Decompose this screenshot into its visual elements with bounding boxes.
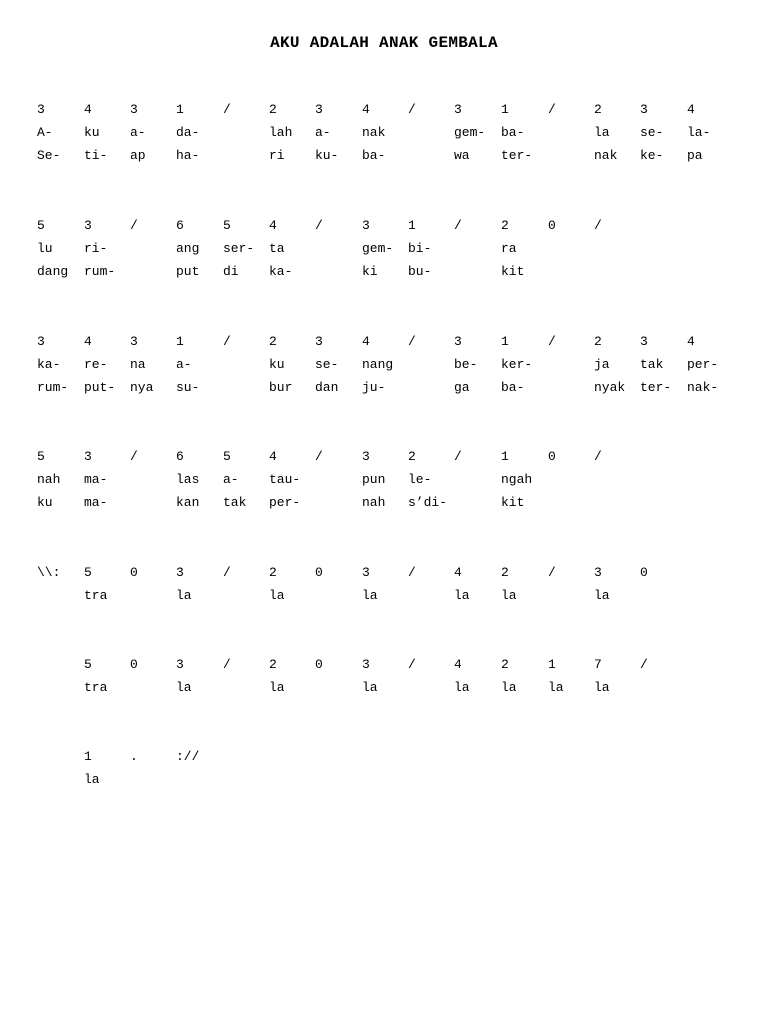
lyric-syllable: rum- [84, 264, 116, 279]
note-token: 3 [130, 334, 138, 349]
lyric-syllable: ki [362, 264, 378, 279]
lyric-syllable: ba- [501, 380, 525, 395]
lyric-syllable: na [130, 357, 146, 372]
note-token: / [454, 218, 462, 233]
notation-number-line [0, 448, 768, 466]
note-token: 0 [548, 218, 556, 233]
lyric-syllable: a- [315, 125, 331, 140]
lyric-syllable: rum- [37, 380, 69, 395]
lyric-syllable: la [84, 772, 100, 787]
notation-number-line [0, 656, 768, 674]
note-token: 4 [269, 449, 277, 464]
note-token: 2 [269, 565, 277, 580]
lyric-syllable: bu- [408, 264, 432, 279]
page-title: AKU ADALAH ANAK GEMBALA [270, 34, 498, 52]
note-token: 7 [594, 657, 602, 672]
note-token: \\: [37, 565, 61, 580]
note-token: 4 [84, 102, 92, 117]
lyric-syllable: gem- [362, 241, 394, 256]
lyric-line [0, 147, 768, 165]
lyric-syllable: ha- [176, 148, 200, 163]
lyric-syllable: dan [315, 380, 339, 395]
note-token: 3 [640, 102, 648, 117]
lyric-syllable: la [594, 680, 610, 695]
note-token: / [223, 334, 231, 349]
note-token: :/​/ [176, 749, 200, 764]
note-token: / [454, 449, 462, 464]
lyric-syllable: a- [223, 472, 239, 487]
note-token: 3 [454, 102, 462, 117]
note-token: 4 [362, 334, 370, 349]
lyric-line [0, 356, 768, 374]
note-token: / [548, 565, 556, 580]
lyric-syllable: re- [84, 357, 108, 372]
lyric-syllable: la [176, 680, 192, 695]
note-token: 3 [454, 334, 462, 349]
lyric-syllable: ba- [501, 125, 525, 140]
note-token: 1 [501, 449, 509, 464]
note-token: / [130, 218, 138, 233]
note-token: 2 [501, 657, 509, 672]
note-token: 2 [501, 218, 509, 233]
note-token: 3 [640, 334, 648, 349]
lyric-syllable: le- [408, 472, 432, 487]
note-token: 0 [548, 449, 556, 464]
lyric-syllable: ma- [84, 472, 108, 487]
lyric-syllable: per- [269, 495, 301, 510]
note-token: / [594, 218, 602, 233]
note-token: . [130, 749, 138, 764]
lyric-syllable: la [269, 588, 285, 603]
lyric-syllable: nya [130, 380, 154, 395]
note-token: 5 [223, 218, 231, 233]
note-token: 2 [594, 334, 602, 349]
note-token: 2 [269, 657, 277, 672]
lyric-syllable: a- [130, 125, 146, 140]
note-token: 2 [501, 565, 509, 580]
note-token: / [130, 449, 138, 464]
note-token: 2 [269, 334, 277, 349]
lyric-syllable: se- [640, 125, 664, 140]
lyric-line [0, 587, 768, 605]
lyric-syllable: tak [640, 357, 664, 372]
note-token: 4 [454, 565, 462, 580]
lyric-syllable: nah [362, 495, 386, 510]
lyric-syllable: s’di- [408, 495, 448, 510]
notation-number-line [0, 333, 768, 351]
note-token: 0 [315, 565, 323, 580]
note-token: 0 [315, 657, 323, 672]
note-token: / [594, 449, 602, 464]
lyric-syllable: ti- [84, 148, 108, 163]
lyric-syllable: la [501, 588, 517, 603]
note-token: 4 [362, 102, 370, 117]
note-token: 4 [84, 334, 92, 349]
lyric-syllable: la [501, 680, 517, 695]
lyric-syllable: per- [687, 357, 719, 372]
note-token: 1 [176, 102, 184, 117]
note-token: / [223, 565, 231, 580]
lyric-line [0, 494, 768, 512]
note-token: 1 [176, 334, 184, 349]
lyric-syllable: ga [454, 380, 470, 395]
lyric-syllable: ngah [501, 472, 533, 487]
lyric-syllable: la [548, 680, 564, 695]
lyric-syllable: ri [269, 148, 285, 163]
note-token: 5 [84, 565, 92, 580]
lyric-syllable: ke- [640, 148, 664, 163]
note-token: 1 [408, 218, 416, 233]
lyric-syllable: nak [362, 125, 386, 140]
note-token: 0 [130, 565, 138, 580]
lyric-syllable: nak [594, 148, 618, 163]
lyric-syllable: tra [84, 680, 108, 695]
lyric-syllable: ku [269, 357, 285, 372]
lyric-line [0, 379, 768, 397]
lyric-syllable: pa [687, 148, 703, 163]
lyric-syllable: ku [37, 495, 53, 510]
note-token: / [408, 657, 416, 672]
lyric-syllable: ka- [37, 357, 61, 372]
note-token: 6 [176, 449, 184, 464]
lyric-syllable: ri- [84, 241, 108, 256]
note-token: 5 [84, 657, 92, 672]
lyric-syllable: tak [223, 495, 247, 510]
notation-number-line [0, 564, 768, 582]
lyric-syllable: a- [176, 357, 192, 372]
note-token: 6 [176, 218, 184, 233]
note-token: 3 [315, 102, 323, 117]
note-token: 2 [594, 102, 602, 117]
note-token: 3 [84, 449, 92, 464]
note-token: 0 [640, 565, 648, 580]
note-token: 5 [37, 449, 45, 464]
lyric-line [0, 471, 768, 489]
lyric-syllable: ka- [269, 264, 293, 279]
note-token: 1 [84, 749, 92, 764]
note-token: / [408, 565, 416, 580]
lyric-syllable: ku [84, 125, 100, 140]
lyric-syllable: ku- [315, 148, 339, 163]
note-token: 4 [269, 218, 277, 233]
lyric-syllable: ap [130, 148, 146, 163]
note-token: / [315, 449, 323, 464]
lyric-syllable: di [223, 264, 239, 279]
lyric-syllable: nak- [687, 380, 719, 395]
lyric-syllable: wa [454, 148, 470, 163]
lyric-syllable: ker- [501, 357, 533, 372]
note-token: 2 [269, 102, 277, 117]
note-token: 1 [501, 102, 509, 117]
lyric-syllable: dang [37, 264, 69, 279]
lyric-syllable: ser- [223, 241, 255, 256]
lyric-syllable: bi- [408, 241, 432, 256]
note-token: 3 [362, 218, 370, 233]
lyric-syllable: Se- [37, 148, 61, 163]
lyric-syllable: kit [501, 495, 525, 510]
lyric-syllable: be- [454, 357, 478, 372]
lyric-syllable: su- [176, 380, 200, 395]
note-token: 1 [548, 657, 556, 672]
lyric-line [0, 240, 768, 258]
lyric-syllable: nyak [594, 380, 626, 395]
note-token: / [548, 102, 556, 117]
note-token: 3 [37, 334, 45, 349]
lyric-syllable: ba- [362, 148, 386, 163]
note-token: 3 [130, 102, 138, 117]
note-token: 3 [362, 657, 370, 672]
lyric-line [0, 679, 768, 697]
lyric-syllable: la [362, 680, 378, 695]
note-token: 5 [223, 449, 231, 464]
lyric-syllable: nang [362, 357, 394, 372]
lyric-syllable: da- [176, 125, 200, 140]
lyric-syllable: A- [37, 125, 53, 140]
note-token: / [223, 657, 231, 672]
note-token: / [408, 334, 416, 349]
lyric-syllable: ra [501, 241, 517, 256]
lyric-syllable: bur [269, 380, 293, 395]
note-token: / [315, 218, 323, 233]
lyric-syllable: la- [687, 125, 711, 140]
lyric-syllable: ja [594, 357, 610, 372]
lyric-syllable: la [269, 680, 285, 695]
lyric-syllable: put- [84, 380, 116, 395]
note-token: 4 [454, 657, 462, 672]
lyric-syllable: la [594, 588, 610, 603]
note-token: 3 [176, 657, 184, 672]
note-token: 3 [84, 218, 92, 233]
note-token: 3 [315, 334, 323, 349]
note-token: 2 [408, 449, 416, 464]
note-token: 3 [176, 565, 184, 580]
notation-number-line [0, 101, 768, 119]
lyric-syllable: tau- [269, 472, 301, 487]
lyric-syllable: lah [269, 125, 293, 140]
lyric-syllable: put [176, 264, 200, 279]
lyric-syllable: se- [315, 357, 339, 372]
lyric-syllable: la [594, 125, 610, 140]
note-token: 4 [687, 102, 695, 117]
note-token: 1 [501, 334, 509, 349]
lyric-syllable: la [176, 588, 192, 603]
note-token: 4 [687, 334, 695, 349]
note-token: 3 [362, 565, 370, 580]
notation-number-line [0, 748, 768, 766]
lyric-syllable: nah [37, 472, 61, 487]
note-token: 0 [130, 657, 138, 672]
lyric-syllable: pun [362, 472, 386, 487]
lyric-line [0, 124, 768, 142]
lyric-syllable: la [454, 680, 470, 695]
lyric-syllable: ter- [640, 380, 672, 395]
lyric-syllable: gem- [454, 125, 486, 140]
note-token: 5 [37, 218, 45, 233]
note-token: / [408, 102, 416, 117]
notation-number-line [0, 217, 768, 235]
note-token: / [548, 334, 556, 349]
note-token: 3 [594, 565, 602, 580]
lyric-syllable: ju- [362, 380, 386, 395]
lyric-syllable: ter- [501, 148, 533, 163]
lyric-syllable: ta [269, 241, 285, 256]
lyric-syllable: la [454, 588, 470, 603]
lyric-line [0, 263, 768, 281]
lyric-syllable: tra [84, 588, 108, 603]
lyric-syllable: ang [176, 241, 200, 256]
lyric-syllable: kan [176, 495, 200, 510]
lyric-syllable: ma- [84, 495, 108, 510]
lyric-syllable: kit [501, 264, 525, 279]
lyric-line [0, 771, 768, 789]
lyric-syllable: la [362, 588, 378, 603]
note-token: 3 [362, 449, 370, 464]
note-token: 3 [37, 102, 45, 117]
note-token: / [640, 657, 648, 672]
lyric-syllable: las [176, 472, 200, 487]
note-token: / [223, 102, 231, 117]
lyric-syllable: lu [37, 241, 53, 256]
